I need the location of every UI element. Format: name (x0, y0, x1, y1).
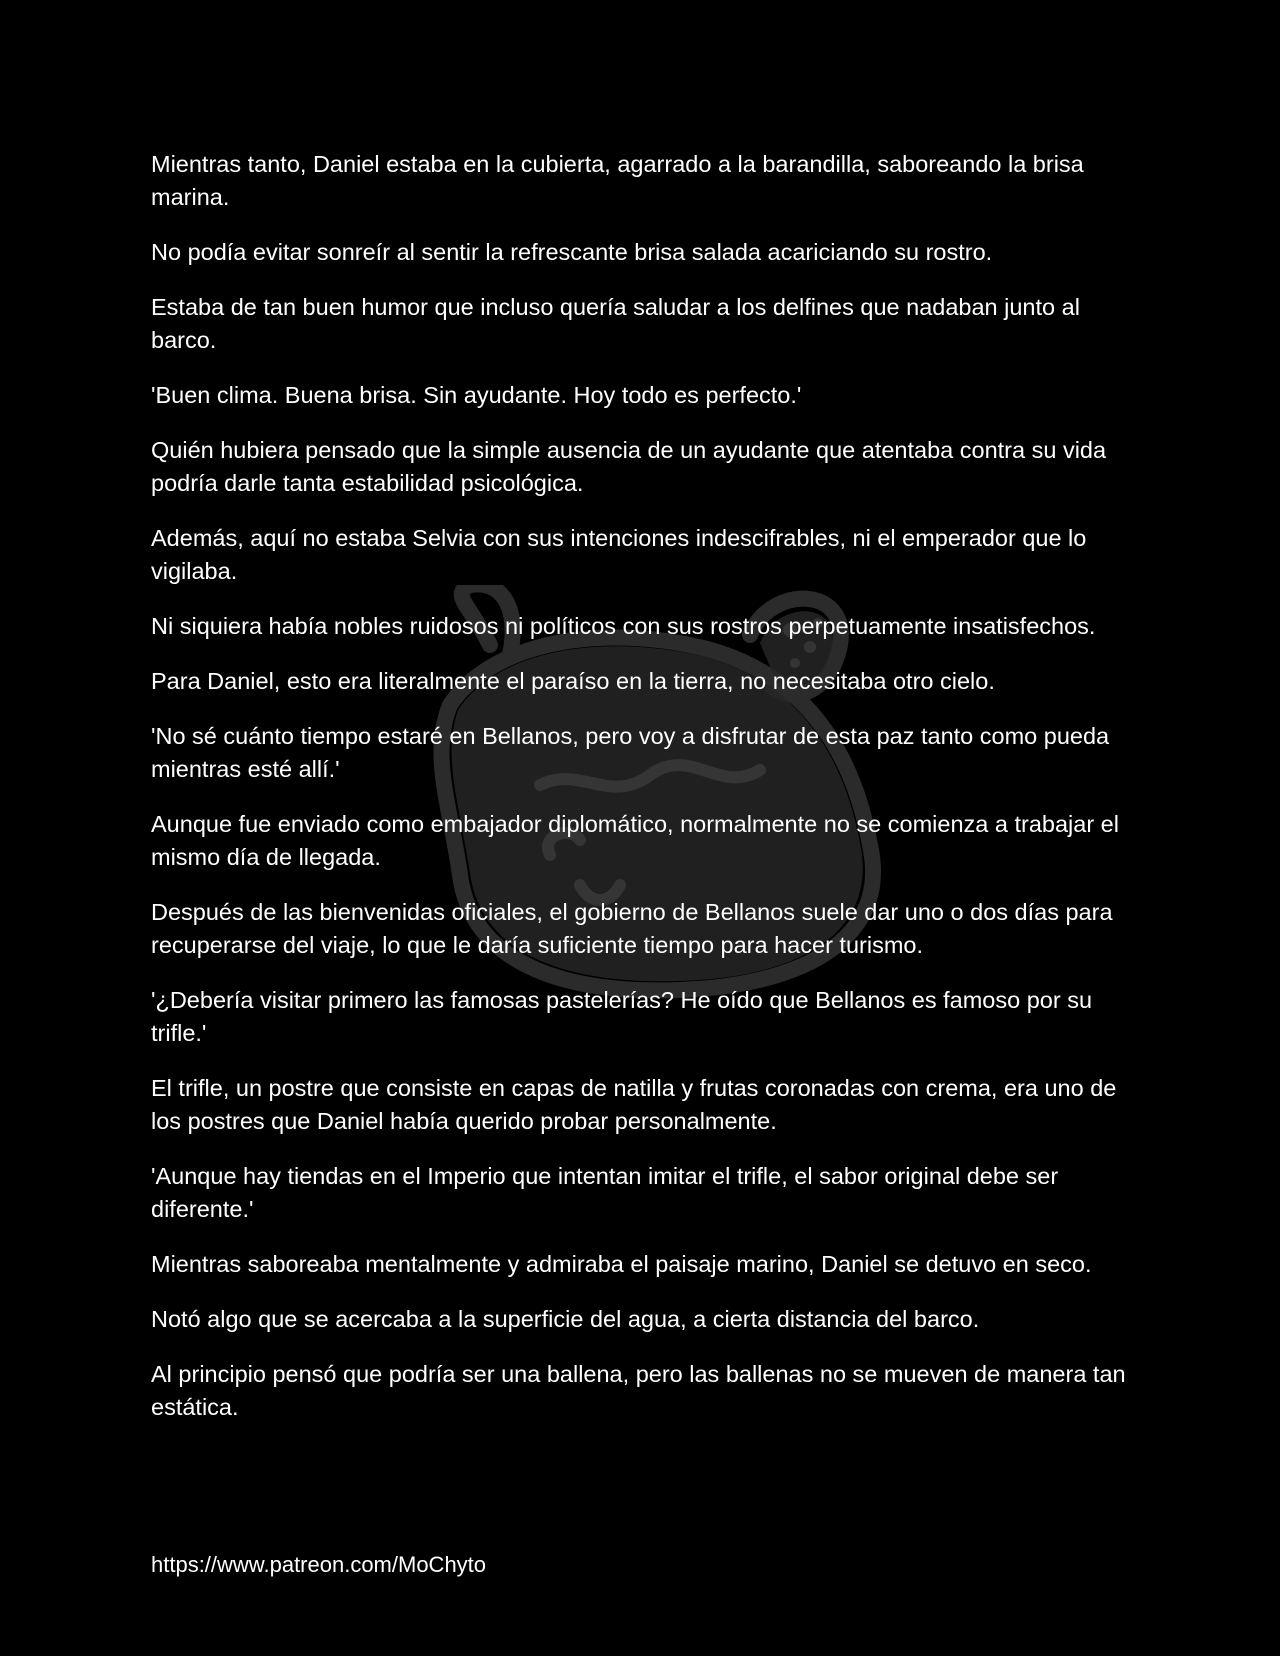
paragraph: 'Buen clima. Buena brisa. Sin ayudante. Hoy todo es perfecto.' (151, 382, 802, 408)
paragraph: Al principio pensó que podría ser una ballena, pero las ballenas no se mueven de manera tan estática. (151, 1361, 1126, 1420)
paragraph: '¿Debería visitar primero las famosas pastelerías? He oído que Bellanos es famoso por su trifle.' (151, 987, 1093, 1046)
paragraph: Ni siquiera había nobles ruidosos ni políticos con sus rostros perpetuamente insatisfechos. (151, 613, 1096, 639)
paragraph: Después de las bienvenidas oficiales, el gobierno de Bellanos suele dar uno o dos días para recuperarse del viaje, lo que le daría suficiente tiempo para hacer turismo. (151, 899, 1113, 958)
paragraph: 'No sé cuánto tiempo estaré en Bellanos, pero voy a disfrutar de esta paz tanto como pueda mientras esté allí.' (151, 723, 1110, 782)
paragraph: Mientras saboreaba mentalmente y admiraba el paisaje marino, Daniel se detuvo en seco. (151, 1251, 1092, 1277)
paragraph: Quién hubiera pensado que la simple ausencia de un ayudante que atentaba contra su vida podría darle tanta estabilidad psicológica. (151, 437, 1107, 496)
paragraph: No podía evitar sonreír al sentir la refrescante brisa salada acariciando su rostro. (151, 239, 993, 265)
chapter-text (151, 148, 1131, 1446)
paragraph: Notó algo que se acercaba a la superficie del agua, a cierta distancia del barco. (151, 1306, 980, 1332)
paragraph: Además, aquí no estaba Selvia con sus intenciones indescifrables, ni el emperador que lo vigilaba. (151, 525, 1087, 584)
paragraph: Estaba de tan buen humor que incluso quería saludar a los delfines que nadaban junto al barco. (151, 294, 1080, 353)
paragraph: 'Aunque hay tiendas en el Imperio que intentan imitar el trifle, el sabor original debe ser diferente.' (151, 1163, 1059, 1222)
paragraph: Mientras tanto, Daniel estaba en la cubierta, agarrado a la barandilla, saboreando la brisa marina. (151, 151, 1084, 210)
paragraph: El trifle, un postre que consiste en capas de natilla y frutas coronadas con crema, era uno de los postres que Daniel había querido probar personalmente. (151, 1075, 1117, 1134)
patreon-link[interactable]: https://www.patreon.com/MoChyto (151, 1552, 487, 1577)
paragraph: Aunque fue enviado como embajador diplomático, normalmente no se comienza a trabajar el mismo día de llegada. (151, 811, 1119, 870)
paragraph: Para Daniel, esto era literalmente el paraíso en la tierra, no necesitaba otro cielo. (151, 668, 995, 694)
